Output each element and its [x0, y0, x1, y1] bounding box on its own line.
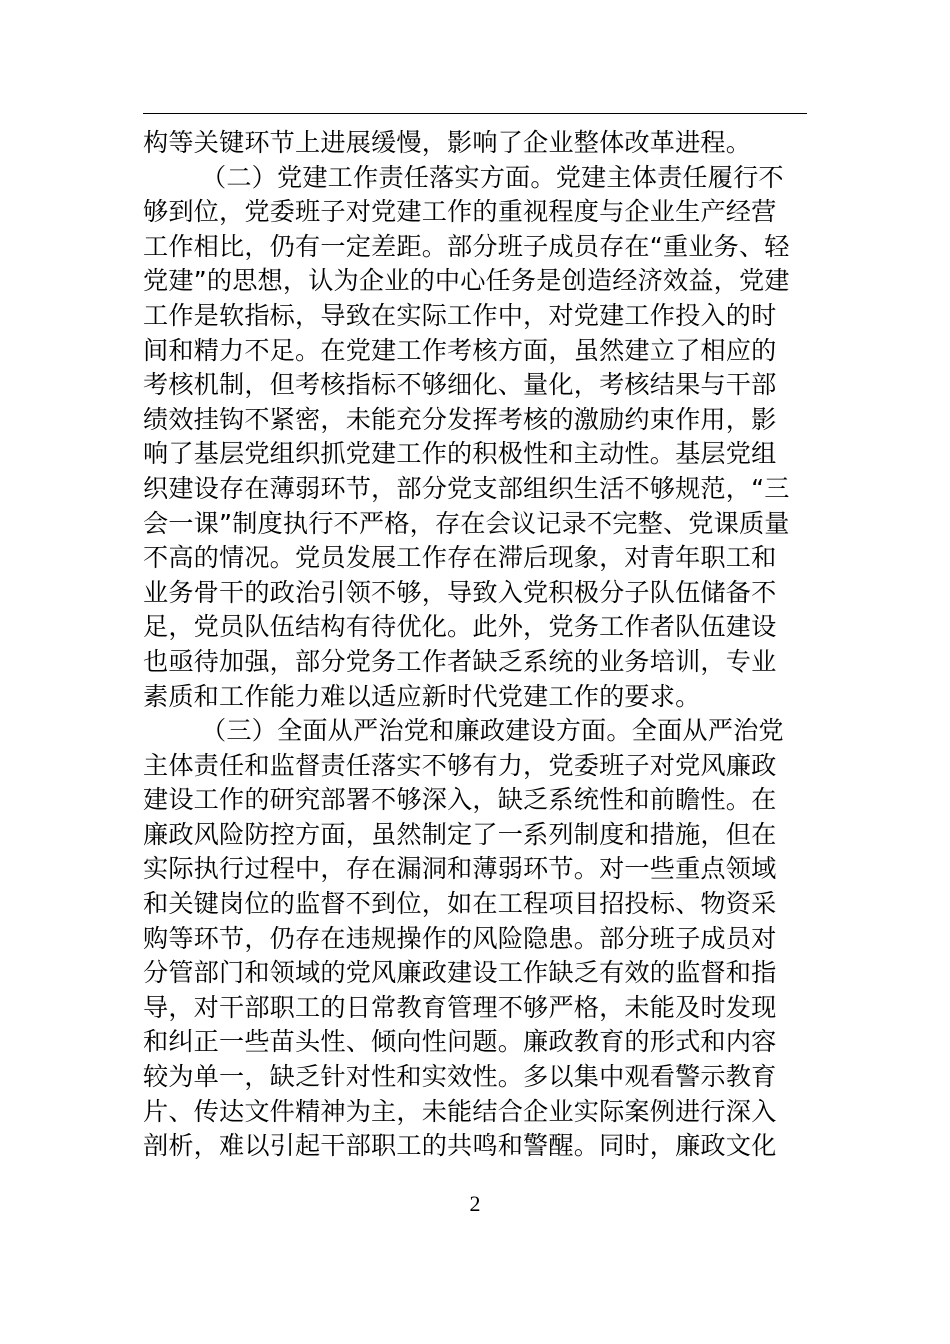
text-line: 片、传达文件精神为主，未能结合企业实际案例进行深入 — [143, 1096, 777, 1126]
text-line: 够到位，党委班子对党建工作的重视程度与企业生产经营 — [143, 197, 777, 227]
text-line: 间和精力不足。在党建工作考核方面，虽然建立了相应的 — [143, 335, 777, 365]
text-line: 剖析，难以引起干部职工的共鸣和警醒。同时，廉政文化 — [143, 1131, 777, 1161]
text-line: 也亟待加强，部分党务工作者缺乏系统的业务培训，专业 — [143, 646, 777, 676]
text-line: 织建设存在薄弱环节，部分党支部组织生活不够规范，“三 — [143, 473, 790, 503]
text-line: 购等环节，仍存在违规操作的风险隐患。部分班子成员对 — [143, 923, 777, 953]
text-line: 廉政风险防控方面，虽然制定了一系列制度和措施，但在 — [143, 819, 777, 849]
section-heading-line: （三）全面从严治党和廉政建设方面。全面从严治党 — [201, 716, 784, 746]
text-line: 和关键岗位的监督不到位，如在工程项目招投标、物资采 — [143, 889, 777, 919]
section-heading-line: （二）党建工作责任落实方面。党建主体责任履行不 — [201, 162, 784, 192]
page-number: 2 — [469, 1191, 481, 1216]
text-line: 党建”的思想，认为企业的中心任务是创造经济效益，党建 — [143, 266, 790, 296]
text-line: 构等关键环节上进展缓慢，影响了企业整体改革进程。 — [143, 128, 752, 157]
text-line: 业务骨干的政治引领不够，导致入党积极分子队伍储备不 — [143, 577, 777, 607]
text-line: 分管部门和领域的党风廉政建设工作缺乏有效的监督和指 — [143, 958, 777, 988]
text-line: 工作相比，仍有一定差距。部分班子成员存在“重业务、轻 — [143, 231, 790, 261]
text-line: 响了基层党组织抓党建工作的积极性和主动性。基层党组 — [143, 439, 777, 469]
text-line: 素质和工作能力难以适应新时代党建工作的要求。 — [143, 681, 701, 711]
text-line: 和纠正一些苗头性、倾向性问题。廉政教育的形式和内容 — [143, 1027, 777, 1057]
text-line: 建设工作的研究部署不够深入，缺乏系统性和前瞻性。在 — [143, 785, 777, 815]
text-line: 足，党员队伍结构有待优化。此外，党务工作者队伍建设 — [143, 612, 777, 642]
text-line: 绩效挂钩不紧密，未能充分发挥考核的激励约束作用，影 — [143, 404, 777, 434]
text-line: 实际执行过程中，存在漏洞和薄弱环节。对一些重点领域 — [143, 854, 777, 884]
text-line: 考核机制，但考核指标不够细化、量化，考核结果与干部 — [143, 370, 777, 400]
text-line: 工作是软指标，导致在实际工作中，对党建工作投入的时 — [143, 300, 777, 330]
text-line: 主体责任和监督责任落实不够有力，党委班子对党风廉政 — [143, 750, 777, 780]
body-text — [143, 126, 807, 1164]
text-line: 会一课”制度执行不严格，存在会议记录不完整、党课质量 — [143, 508, 790, 538]
header-rule — [143, 113, 807, 114]
text-line: 较为单一，缺乏针对性和实效性。多以集中观看警示教育 — [143, 1062, 777, 1092]
text-line: 不高的情况。党员发展工作存在滞后现象，对青年职工和 — [143, 543, 777, 573]
text-line: 导，对干部职工的日常教育管理不够严格，未能及时发现 — [143, 992, 777, 1022]
